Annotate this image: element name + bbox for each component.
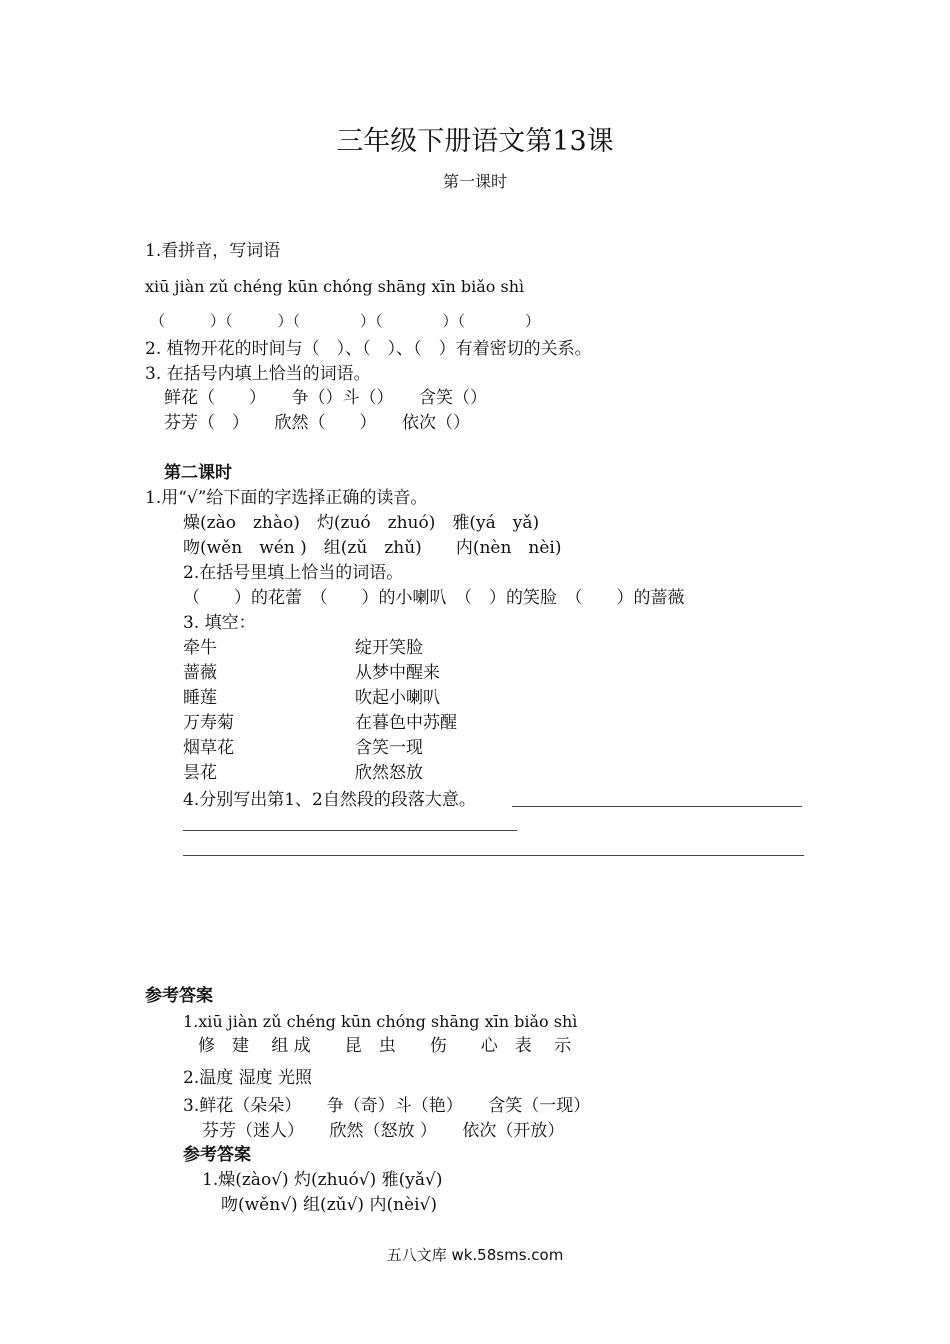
flower-name: 万寿菊	[183, 713, 234, 733]
q2-text: 2. 植物开花的时间与（ ）、（ ）、（ ）有着密切的关系。	[145, 339, 592, 359]
answer-heading-1: 参考答案	[145, 986, 213, 1006]
page-subtitle: 第一课时	[442, 172, 507, 191]
flower-action: 从梦中醒来	[355, 663, 440, 683]
footer-watermark: 五八文库 wk.58sms.com	[386, 1246, 564, 1264]
answer-line	[183, 855, 804, 856]
answer-b1-row2: 吻(wěn√) 组(zǔ√) 内(nèi√)	[221, 1195, 438, 1215]
p2-q4-text: 4.分别写出第1、2自然段的段落大意。	[183, 790, 476, 810]
flower-action: 绽开笑脸	[355, 638, 423, 658]
answer-line	[512, 806, 802, 807]
q3-row2: 芬芳（ ） 欣然（ ） 依次（）	[164, 413, 470, 433]
answer-3-row1: 3.鲜花（朵朵） 争（奇）斗（艳） 含笑（一现）	[183, 1096, 591, 1116]
q1-heading: 1.看拼音，写词语	[145, 241, 281, 261]
p2-q1-heading: 1.用“√”给下面的字选择正确的读音。	[145, 488, 428, 508]
answer-heading-2: 参考答案	[183, 1145, 251, 1165]
answer-1-chars: 修 建 组 成 昆 虫 伤 心 表 示	[198, 1036, 572, 1056]
flower-action: 吹起小喇叭	[355, 688, 440, 708]
flower-action: 在暮色中苏醒	[355, 713, 457, 733]
flower-name: 蔷薇	[183, 663, 217, 683]
p2-q2-heading: 2.在括号里填上恰当的词语。	[183, 563, 404, 583]
flower-name: 牵牛	[183, 638, 217, 658]
p2-q2-row: （ ）的花蕾 （ ）的小喇叭 （ ）的笑脸 （ ）的蔷薇	[183, 588, 685, 608]
answer-b1-row1: 1.燥(zào√) 灼(zhuó√) 雅(yǎ√)	[202, 1170, 443, 1190]
q1-pinyin: xiū jiàn zǔ chéng kūn chóng shāng xīn biǎo shì	[145, 277, 525, 296]
flower-name: 烟草花	[183, 738, 234, 758]
flower-name: 睡莲	[183, 688, 217, 708]
lesson2-heading: 第二课时	[164, 463, 232, 483]
q3-row1: 鲜花（ ） 争（）斗（） 含笑（）	[164, 388, 487, 408]
p2-q1-row1: 燥(zào zhào) 灼(zuó zhuó) 雅(yá yǎ)	[183, 513, 540, 533]
answer-3-row2: 芬芳（迷人） 欣然（怒放 ） 依次（开放）	[202, 1121, 565, 1141]
answer-1-pinyin: 1.xiū jiàn zǔ chéng kūn chóng shāng xīn biǎo shì	[183, 1012, 578, 1031]
flower-action: 含笑一现	[355, 738, 423, 758]
p2-q1-row2: 吻(wěn wén ) 组(zǔ zhǔ) 内(nèn nèi)	[183, 538, 562, 558]
q3-heading: 3. 在括号内填上恰当的词语。	[145, 364, 371, 384]
answer-2: 2.温度 湿度 光照	[183, 1068, 313, 1088]
answer-line	[183, 830, 517, 831]
flower-name: 昙花	[183, 763, 217, 783]
flower-action: 欣然怒放	[355, 763, 423, 783]
page-title: 三年级下册语文第13课	[336, 126, 614, 157]
p2-q3-heading: 3. 填空：	[183, 613, 256, 633]
q1-blanks: （ ）（ ）（ ）（ ）（ ）	[150, 312, 541, 330]
